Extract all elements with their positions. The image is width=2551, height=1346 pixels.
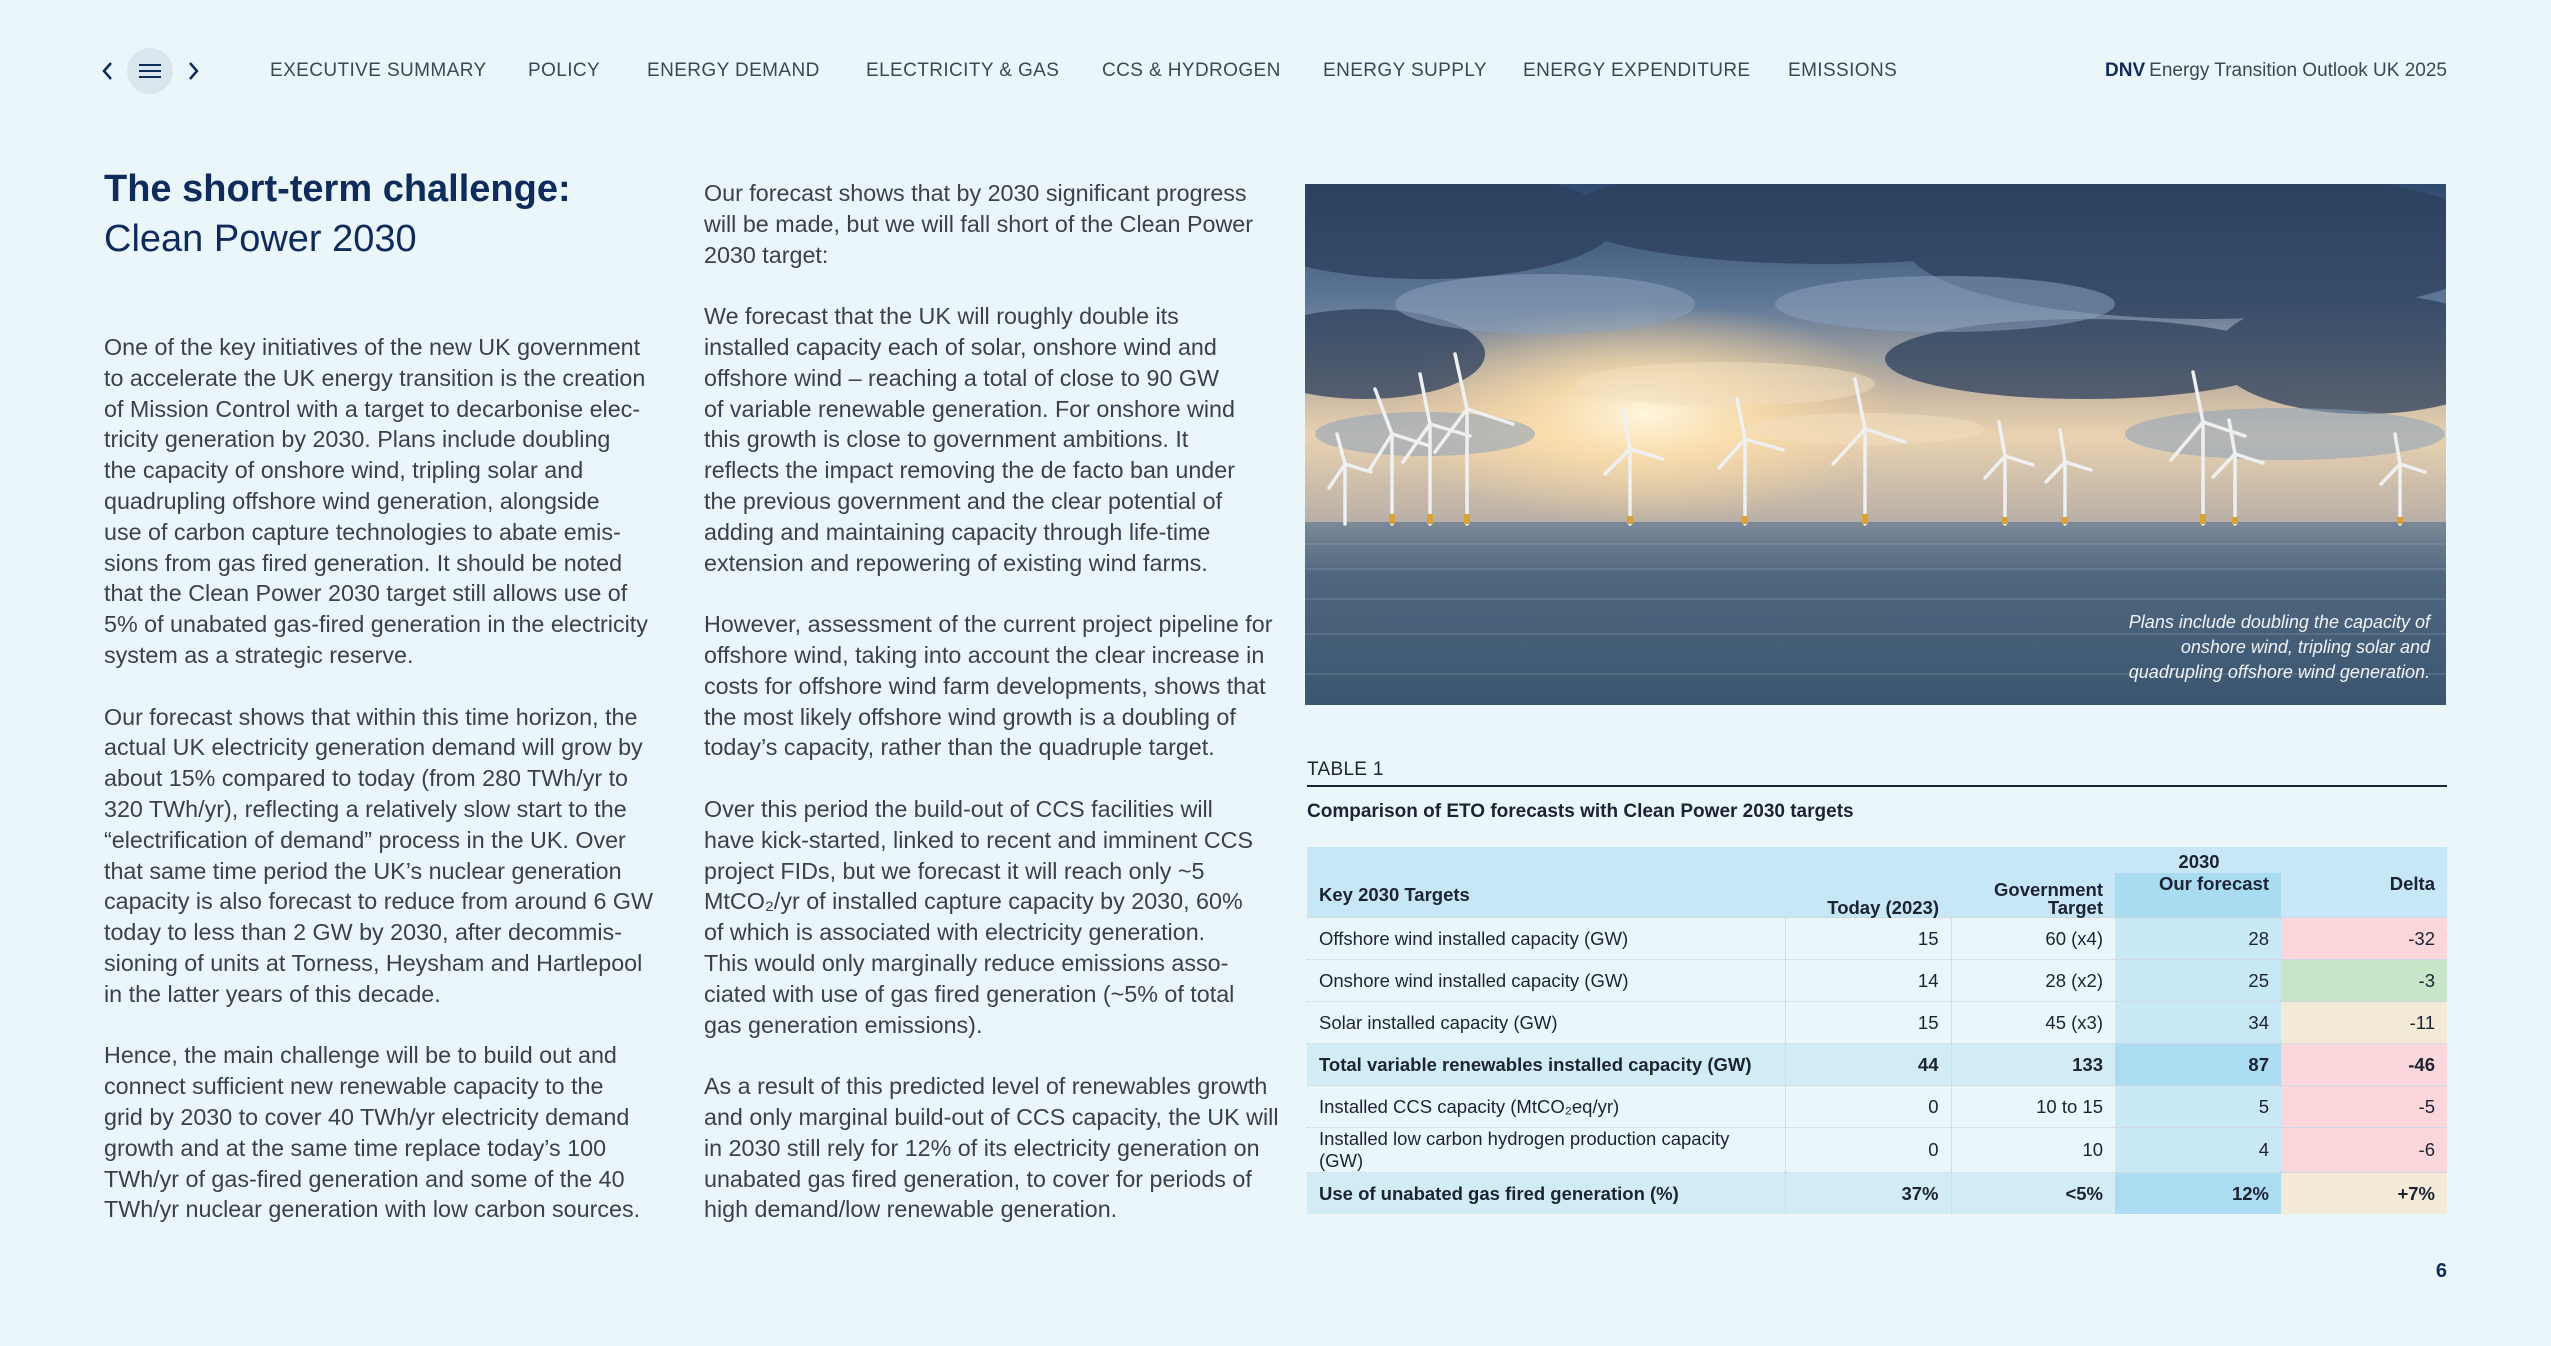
text-line: project FIDs, but we forecast it will reach only ~5 xyxy=(704,857,1205,884)
cell-our-forecast: 87 xyxy=(2115,1044,2281,1086)
chevron-left-icon xyxy=(100,60,116,82)
text-line: capacity is also forecast to reduce from around 6 GW xyxy=(104,888,654,915)
cell-target-name: Onshore wind installed capacity (GW) xyxy=(1307,960,1785,1002)
text-line: have kick-started, linked to recent and imminent CCS xyxy=(704,826,1254,853)
table-row xyxy=(1307,1044,2447,1086)
nav-energy-supply[interactable]: ENERGY SUPPLY xyxy=(1323,60,1487,81)
cell-our-forecast: 34 xyxy=(2115,1002,2281,1044)
cell-today: 37% xyxy=(1785,1173,1951,1215)
cell-today: 0 xyxy=(1785,1128,1951,1173)
cell-target-name: Installed CCS capacity (MtCO₂eq/yr) xyxy=(1307,1086,1785,1128)
table-row xyxy=(1307,960,2447,1002)
nav-energy-expenditure[interactable]: ENERGY EXPENDITURE xyxy=(1523,60,1751,81)
table-divider xyxy=(1307,785,2447,787)
text-line: of variable renewable generation. For onshore wind xyxy=(704,395,1235,422)
text-line: costs for offshore wind farm developments, shows that xyxy=(704,672,1266,699)
previous-page-button[interactable] xyxy=(97,54,119,88)
page-number: 6 xyxy=(2435,1260,2447,1282)
text-line: about 15% compared to today (from 280 TWh/yr to xyxy=(104,765,629,792)
caption-line: Plans include doubling the capacity of xyxy=(2128,612,2430,632)
text-line: will be made, but we will fall short of the Clean Power xyxy=(704,210,1254,237)
text-line: ciated with use of gas fired generation (~5% of total xyxy=(704,980,1235,1007)
section-title: The short-term challenge: xyxy=(104,168,571,210)
header-today: Today (2023) xyxy=(1785,873,1951,918)
brand-title xyxy=(2105,60,2447,82)
text-line: “electrification of demand” process in the UK. Over xyxy=(104,826,626,853)
cell-our-forecast: 4 xyxy=(2115,1128,2281,1173)
cell-today: 0 xyxy=(1785,1086,1951,1128)
text-line: of Mission Control with a target to decarbonise elec- xyxy=(104,395,641,422)
text-line: and only marginal build-out of CCS capacity, the UK will xyxy=(704,1103,1279,1130)
text-line: reflects the impact removing the de facto ban under xyxy=(704,457,1235,484)
text-line: As a result of this predicted level of renewables growth xyxy=(704,1073,1268,1100)
chevron-right-icon xyxy=(185,60,201,82)
middle-column-paragraph xyxy=(704,301,1264,578)
left-column-paragraph xyxy=(104,332,664,671)
cell-target-name: Installed low carbon hydrogen production capacity (GW) xyxy=(1307,1128,1785,1173)
text-line: the capacity of onshore wind, tripling solar and xyxy=(104,457,584,484)
middle-column-paragraph xyxy=(704,794,1264,1040)
cell-delta: -11 xyxy=(2281,1002,2447,1044)
cell-delta: -46 xyxy=(2281,1044,2447,1086)
text-line: in the latter years of this decade. xyxy=(104,980,441,1007)
text-line: installed capacity each of solar, onshore wind and xyxy=(704,333,1217,360)
text-line: sioning of units at Torness, Heysham and Hartlepool xyxy=(104,949,643,976)
targets-comparison-table xyxy=(1307,847,2447,1214)
nav-ccs-hydrogen[interactable]: CCS & HYDROGEN xyxy=(1102,60,1281,81)
text-line: today to less than 2 GW by 2030, after decommis- xyxy=(104,919,622,946)
text-line: TWh/yr nuclear generation with low carbon sources. xyxy=(104,1196,641,1223)
brand-publication-title: Energy Transition Outlook UK 2025 xyxy=(2149,60,2447,81)
table-row xyxy=(1307,1173,2447,1215)
header-blank-2 xyxy=(1785,847,1951,873)
cell-government-target: 45 (x3) xyxy=(1951,1002,2115,1044)
text-line: sions from gas fired generation. It should be noted xyxy=(104,549,623,576)
table-label: TABLE 1 xyxy=(1307,759,1384,780)
text-line: system as a strategic reserve. xyxy=(104,641,414,668)
text-line: 320 TWh/yr), reflecting a relatively slow start to the xyxy=(104,795,627,822)
nav-executive-summary[interactable]: EXECUTIVE SUMMARY xyxy=(270,60,487,81)
left-column-paragraph xyxy=(104,702,664,1010)
caption-line: quadrupling offshore wind generation. xyxy=(2128,662,2430,682)
text-line: actual UK electricity generation demand will grow by xyxy=(104,734,643,761)
cell-delta: -5 xyxy=(2281,1086,2447,1128)
table-row xyxy=(1307,1002,2447,1044)
table-body xyxy=(1307,918,2447,1215)
text-line: high demand/low renewable generation. xyxy=(704,1196,1118,1223)
cell-our-forecast: 5 xyxy=(2115,1086,2281,1128)
middle-column-paragraph xyxy=(704,178,1264,270)
middle-column-paragraph xyxy=(704,609,1273,763)
nav-energy-demand[interactable]: ENERGY DEMAND xyxy=(647,60,820,81)
hamburger-menu-icon xyxy=(138,63,162,79)
text-line: use of carbon capture technologies to abate emis- xyxy=(104,518,621,545)
menu-button[interactable] xyxy=(127,48,173,94)
text-line: 2030 target: xyxy=(704,241,829,268)
cell-our-forecast: 25 xyxy=(2115,960,2281,1002)
text-line: We forecast that the UK will roughly double its xyxy=(704,303,1179,330)
text-line: the most likely offshore wind growth is a doubling of xyxy=(704,703,1236,730)
cell-government-target: 133 xyxy=(1951,1044,2115,1086)
cell-target-name: Offshore wind installed capacity (GW) xyxy=(1307,918,1785,960)
nav-policy[interactable]: POLICY xyxy=(528,60,601,81)
header-year-2030: 2030 xyxy=(1951,847,2447,873)
text-line: Hence, the main challenge will be to build out and xyxy=(104,1042,617,1069)
section-subtitle: Clean Power 2030 xyxy=(104,218,417,260)
text-line: adding and maintaining capacity through life-time xyxy=(704,518,1211,545)
header-key-targets: Key 2030 Targets xyxy=(1307,873,1785,918)
caption-line: onshore wind, tripling solar and xyxy=(2180,637,2430,657)
left-column-paragraph xyxy=(104,1040,664,1225)
cell-our-forecast: 28 xyxy=(2115,918,2281,960)
text-line: unabated gas fired generation, to cover for periods of xyxy=(704,1165,1252,1192)
brand-logo-text: DNV xyxy=(2105,60,2146,81)
text-line: today’s capacity, rather than the quadruple target. xyxy=(704,734,1215,761)
text-line: of which is associated with electricity generation. xyxy=(704,919,1206,946)
header-delta: Delta xyxy=(2281,873,2447,918)
table-title: Comparison of ETO forecasts with Clean Power 2030 targets xyxy=(1307,801,1854,822)
text-line: tricity generation by 2030. Plans include doubling xyxy=(104,426,611,453)
text-line: One of the key initiatives of the new UK government xyxy=(104,334,641,360)
text-line: offshore wind – reaching a total of close to 90 GW xyxy=(704,364,1219,391)
header-our-forecast: Our forecast xyxy=(2115,873,2281,918)
text-line: 5% of unabated gas-fired generation in the electricity xyxy=(104,611,648,638)
nav-electricity-gas[interactable]: ELECTRICITY & GAS xyxy=(866,60,1060,81)
cell-target-name: Use of unabated gas fired generation (%) xyxy=(1307,1173,1785,1215)
body-column-middle xyxy=(704,178,1279,1256)
table-row xyxy=(1307,1086,2447,1128)
text-line: extension and repowering of existing wind farms. xyxy=(704,549,1208,576)
text-line: offshore wind, taking into account the clear increase in xyxy=(704,641,1265,668)
photo-caption xyxy=(2129,610,2430,685)
cell-delta: -3 xyxy=(2281,960,2447,1002)
cell-government-target: 60 (x4) xyxy=(1951,918,2115,960)
cell-our-forecast: 12% xyxy=(2115,1173,2281,1215)
header-government-target: Government Target xyxy=(1951,873,2115,918)
cell-delta: -32 xyxy=(2281,918,2447,960)
text-line: grid by 2030 to cover 40 TWh/yr electricity demand xyxy=(104,1103,630,1130)
cell-government-target: 10 xyxy=(1951,1128,2115,1173)
table-row xyxy=(1307,1128,2447,1173)
cell-today: 15 xyxy=(1785,1002,1951,1044)
middle-column-paragraph xyxy=(704,1071,1279,1225)
text-line: Our forecast shows that within this time horizon, the xyxy=(104,703,638,730)
cell-today: 14 xyxy=(1785,960,1951,1002)
text-line: this growth is close to government ambitions. It xyxy=(704,426,1189,453)
cell-government-target: 10 to 15 xyxy=(1951,1086,2115,1128)
offshore-wind-farm-photo xyxy=(1305,184,2446,705)
text-line: Our forecast shows that by 2030 significant progress xyxy=(704,180,1247,206)
text-line: This would only marginally reduce emissions asso- xyxy=(704,949,1229,976)
cell-target-name: Solar installed capacity (GW) xyxy=(1307,1002,1785,1044)
table-row xyxy=(1307,918,2447,960)
text-line: TWh/yr of gas-fired generation and some of the 40 xyxy=(104,1165,625,1192)
nav-emissions[interactable]: EMISSIONS xyxy=(1788,60,1898,81)
text-line: quadrupling offshore wind generation, alongside xyxy=(104,487,600,514)
text-line: MtCO₂/yr of installed capture capacity by 2030, 60% xyxy=(704,888,1243,915)
text-line: growth and at the same time replace today’s 100 xyxy=(104,1134,607,1161)
text-line: gas generation emissions). xyxy=(704,1011,983,1038)
cell-delta: +7% xyxy=(2281,1173,2447,1215)
text-line: the previous government and the clear potential of xyxy=(704,487,1223,514)
text-line: connect sufficient new renewable capacity to the xyxy=(104,1073,604,1100)
text-line: in 2030 still rely for 12% of its electricity generation on xyxy=(704,1134,1260,1161)
text-line: that same time period the UK’s nuclear generation xyxy=(104,857,622,884)
cell-today: 44 xyxy=(1785,1044,1951,1086)
cell-government-target: 28 (x2) xyxy=(1951,960,2115,1002)
text-line: to accelerate the UK energy transition is the creation xyxy=(104,364,646,391)
cell-target-name: Total variable renewables installed capacity (GW) xyxy=(1307,1044,1785,1086)
body-column-left xyxy=(104,332,664,1256)
text-line: Over this period the build-out of CCS facilities will xyxy=(704,795,1213,822)
next-page-button[interactable] xyxy=(182,54,204,88)
cell-delta: -6 xyxy=(2281,1128,2447,1173)
cell-today: 15 xyxy=(1785,918,1951,960)
cell-government-target: <5% xyxy=(1951,1173,2115,1215)
header-blank-1 xyxy=(1307,847,1785,873)
text-line: However, assessment of the current project pipeline for xyxy=(704,611,1273,638)
text-line: that the Clean Power 2030 target still allows use of xyxy=(104,580,628,607)
